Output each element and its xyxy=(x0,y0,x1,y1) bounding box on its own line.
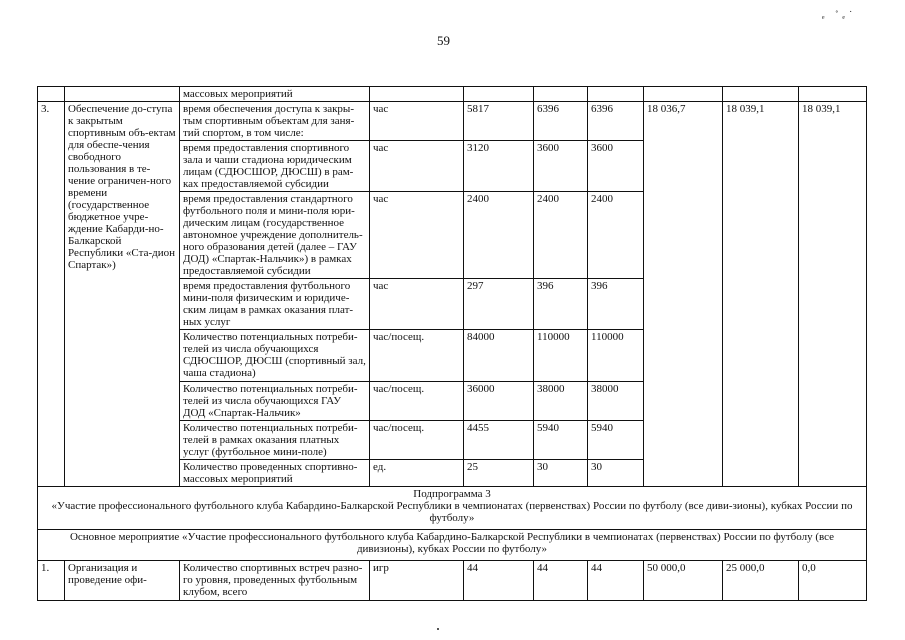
unit-cell: час/посещ. xyxy=(370,382,464,421)
value-cell: 44 xyxy=(534,561,588,601)
value-cell: 44 xyxy=(464,561,534,601)
subprogram-name: «Участие профессионального футбольного клуба Кабардино-Балкарской Республики в чемпионатах (первенствах) России по футболу (все диви-зионы), кубках России по футболу» xyxy=(51,500,853,524)
value-cell: 110000 xyxy=(588,330,644,382)
main-activity-row xyxy=(38,530,867,561)
value-cell: 36000 xyxy=(464,382,534,421)
value-cell: 30 xyxy=(588,460,644,487)
subprogram-title: Подпрограмма 3 xyxy=(413,488,491,500)
indicator-cell: массовых мероприятий xyxy=(180,87,370,102)
subprogram-row xyxy=(38,487,867,530)
value-cell: 297 xyxy=(464,279,534,330)
unit-cell: час xyxy=(370,141,464,192)
value-cell: 5940 xyxy=(588,421,644,460)
value-cell: 2400 xyxy=(464,192,534,279)
indicator-cell: Количество потенциальных потреби-телей из числа обучающихся СДЮСШОР, ДЮСШ (спортивный зал, чаша стадиона) xyxy=(180,330,370,382)
finance-cell: 0,0 xyxy=(799,561,867,601)
table-row xyxy=(38,102,867,141)
value-cell: 6396 xyxy=(534,102,588,141)
value-cell: 110000 xyxy=(534,330,588,382)
value-cell: 2400 xyxy=(588,192,644,279)
value-cell: 3120 xyxy=(464,141,534,192)
indicator-cell: время предоставления стандартного футбольного поля и мини-поля юри-дическим лицам (государственное автономное учреждение дополнитель-ного образования детей (далее – ГАУ ДОД) «Спартак-Нальчик») в рамках предоставляемой субсидии xyxy=(180,192,370,279)
value-cell: 396 xyxy=(534,279,588,330)
finance-cell: 18 039,1 xyxy=(723,102,799,487)
scan-speck xyxy=(437,628,439,630)
value-cell: 3600 xyxy=(534,141,588,192)
value-cell: 5817 xyxy=(464,102,534,141)
value-cell: 2400 xyxy=(534,192,588,279)
activity-name: Организация и проведение офи- xyxy=(65,561,180,601)
indicator-cell: Количество потенциальных потреби-телей из числа обучающихся ГАУ ДОД «Спартак-Нальчик» xyxy=(180,382,370,421)
value-cell: 25 xyxy=(464,460,534,487)
subprogram-header xyxy=(38,487,867,530)
value-cell: 44 xyxy=(588,561,644,601)
unit-cell: час/посещ. xyxy=(370,421,464,460)
activity-name: Обеспечение до-ступа к закрытым спортивным объ-ектам для обеспе-чения свободного пользования в те-чение ограничен-ного времени (государственное бюджетное учре-ждение Кабарди-но-Балкарской Республики «Ста-дион Спартак») xyxy=(65,102,180,487)
value-cell: 4455 xyxy=(464,421,534,460)
indicator-cell: Количество потенциальных потреби-телей в рамках оказания платных услуг (футбольное мини-поле) xyxy=(180,421,370,460)
item-number: 1. xyxy=(38,561,65,601)
indicator-cell: время предоставления футбольного мини-поля физическим и юридиче-ским лицам в рамках оказания плат-ных услуг xyxy=(180,279,370,330)
page-number: 59 xyxy=(437,33,450,48)
unit-cell: игр xyxy=(370,561,464,601)
value-cell: 5940 xyxy=(534,421,588,460)
value-cell: 3600 xyxy=(588,141,644,192)
finance-cell: 25 000,0 xyxy=(723,561,799,601)
finance-cell: 50 000,0 xyxy=(644,561,723,601)
indicator-cell: Количество проведенных спортивно-массовых мероприятий xyxy=(180,460,370,487)
indicator-cell: время предоставления спортивного зала и чаши стадиона юридическим лицам (СДЮСШОР, ДЮСШ) в рам-ках предоставляемой субсидии xyxy=(180,141,370,192)
value-cell: 84000 xyxy=(464,330,534,382)
value-cell: 30 xyxy=(534,460,588,487)
value-cell: 6396 xyxy=(588,102,644,141)
unit-cell: час xyxy=(370,192,464,279)
corner-marks: ₑ ˚ₑ˙ xyxy=(822,10,857,21)
indicator-cell: время обеспечения доступа к закры-тым спортивным объектам для заня-тий спортом, в том числе: xyxy=(180,102,370,141)
finance-cell: 18 039,1 xyxy=(799,102,867,487)
unit-cell: час xyxy=(370,279,464,330)
main-activity: Основное мероприятие «Участие профессионального футбольного клуба Кабардино-Балкарской Республики в чемпионатах (первенствах) России по футболу (все дивизионы), кубках России по футболу» xyxy=(38,530,867,561)
table-row xyxy=(38,87,867,102)
value-cell: 38000 xyxy=(588,382,644,421)
table-row xyxy=(38,561,867,601)
finance-cell: 18 036,7 xyxy=(644,102,723,487)
unit-cell: час/посещ. xyxy=(370,330,464,382)
unit-cell: ед. xyxy=(370,460,464,487)
unit-cell: час xyxy=(370,102,464,141)
indicator-cell: Количество спортивных встреч разно-го уровня, проведенных футбольным клубом, всего xyxy=(180,561,370,601)
program-table xyxy=(37,86,867,601)
value-cell: 38000 xyxy=(534,382,588,421)
item-number: 3. xyxy=(38,102,65,487)
value-cell: 396 xyxy=(588,279,644,330)
